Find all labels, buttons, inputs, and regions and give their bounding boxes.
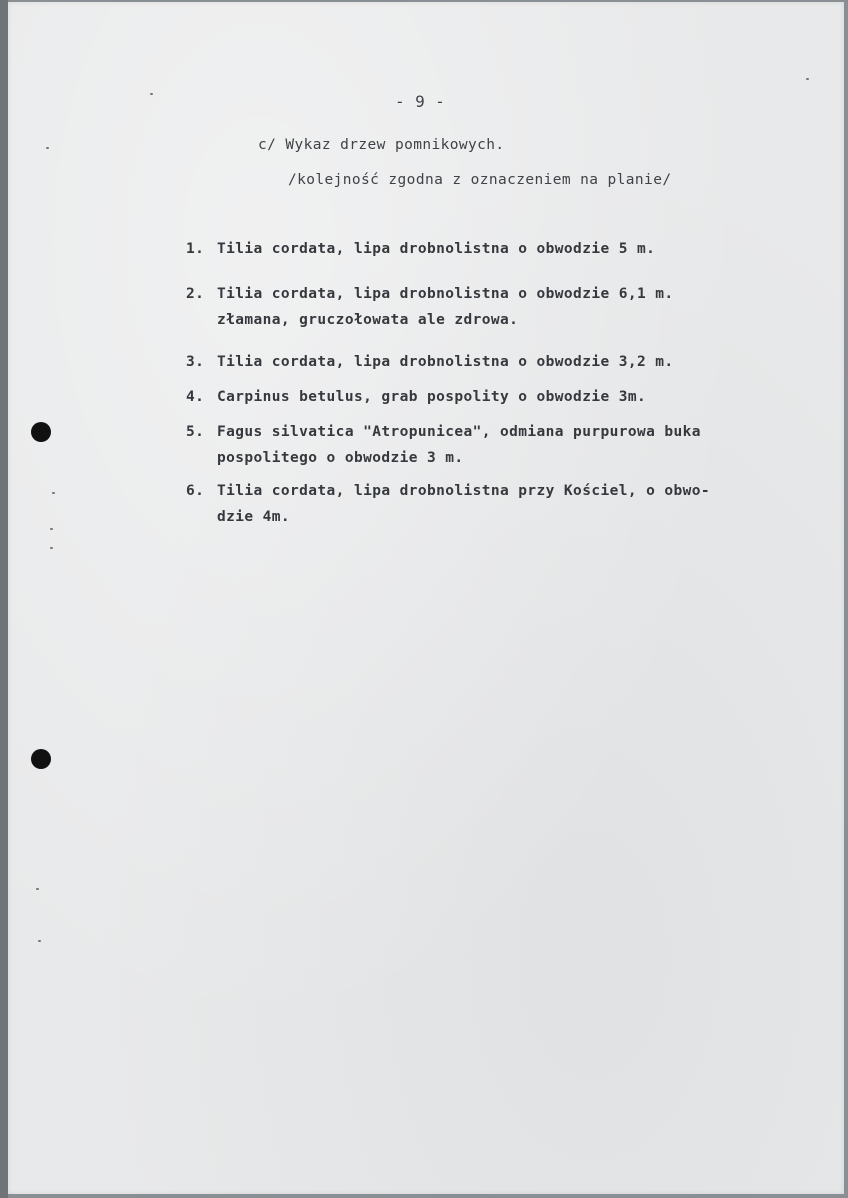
list-item-line: złamana, gruczołowata ale zdrowa. — [217, 312, 519, 328]
section-heading: c/ Wykaz drzew pomnikowych. — [258, 137, 505, 153]
list-item-number: 6. — [186, 483, 205, 499]
page-number: - 9 - — [395, 92, 446, 111]
list-item-number: 2. — [186, 286, 205, 302]
paper-speck — [806, 78, 809, 80]
list-item-line: Tilia cordata, lipa drobnolistna o obwodzie 6,1 m. — [217, 286, 674, 302]
paper-speck — [50, 547, 53, 549]
list-item-line: Tilia cordata, lipa drobnolistna przy Kościel, o obwo- — [217, 483, 711, 499]
punch-hole — [31, 749, 51, 769]
punch-hole — [31, 422, 51, 442]
list-item-number: 1. — [186, 241, 205, 257]
list-item-line: dzie 4m. — [217, 509, 291, 525]
paper-speck — [36, 888, 39, 890]
list-item-line: Fagus silvatica "Atropunicea", odmiana purpurowa buka — [217, 424, 701, 440]
list-item-line: pospolitego o obwodzie 3 m. — [217, 450, 464, 466]
list-item-number: 4. — [186, 389, 205, 405]
paper-speck — [52, 492, 55, 494]
list-item-number: 5. — [186, 424, 205, 440]
paper-speck — [38, 940, 41, 942]
paper-speck — [50, 528, 53, 530]
section-subheading: /kolejność zgodna z oznaczeniem na planie/ — [288, 172, 672, 188]
list-item-line: Carpinus betulus, grab pospolity o obwodzie 3m. — [217, 389, 647, 405]
scanner-edge — [0, 0, 8, 1198]
list-item-line: Tilia cordata, lipa drobnolistna o obwodzie 3,2 m. — [217, 354, 674, 370]
paper-speck — [150, 93, 153, 95]
list-item-number: 3. — [186, 354, 205, 370]
paper-speck — [46, 147, 49, 149]
list-item-line: Tilia cordata, lipa drobnolistna o obwodzie 5 m. — [217, 241, 656, 257]
